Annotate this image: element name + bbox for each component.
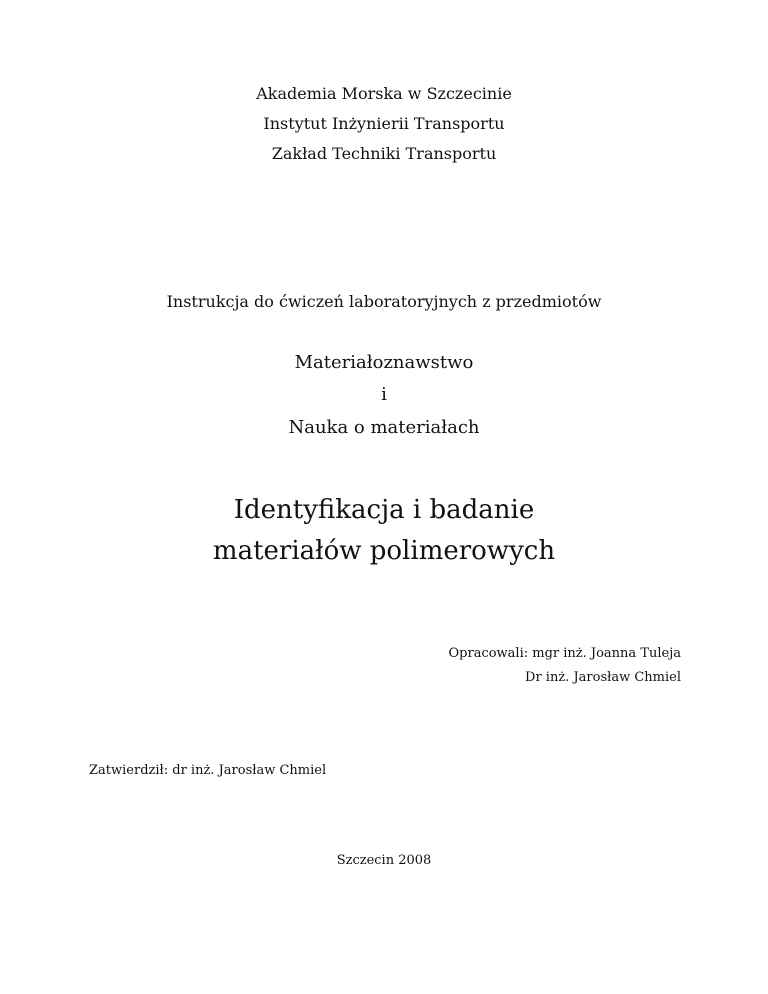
university-name: Akademia Morska w Szczecinie bbox=[256, 84, 512, 103]
document-title-line1: Identyfikacja i badanie bbox=[233, 495, 535, 525]
institute-name: Instytut Inżynierii Transportu bbox=[263, 114, 505, 133]
instruction-heading: Instrukcja do ćwiczeń laboratoryjnych z przedmiotów bbox=[166, 292, 602, 311]
document-title-line2: materiałów polimerowych bbox=[212, 536, 556, 566]
subject-connector: i bbox=[381, 384, 387, 405]
approval-line: Zatwierdził: dr inż. Jarosław Chmiel bbox=[89, 763, 327, 778]
authors-line2: Dr inż. Jarosław Chmiel bbox=[525, 670, 681, 685]
place-date: Szczecin 2008 bbox=[336, 853, 432, 868]
subject-second: Nauka o materiałach bbox=[288, 417, 480, 438]
authors-line1: Opracowali: mgr inż. Joanna Tuleja bbox=[448, 646, 681, 661]
subject-first: Materiałoznawstwo bbox=[294, 352, 474, 373]
department-name: Zakład Techniki Transportu bbox=[271, 144, 497, 163]
